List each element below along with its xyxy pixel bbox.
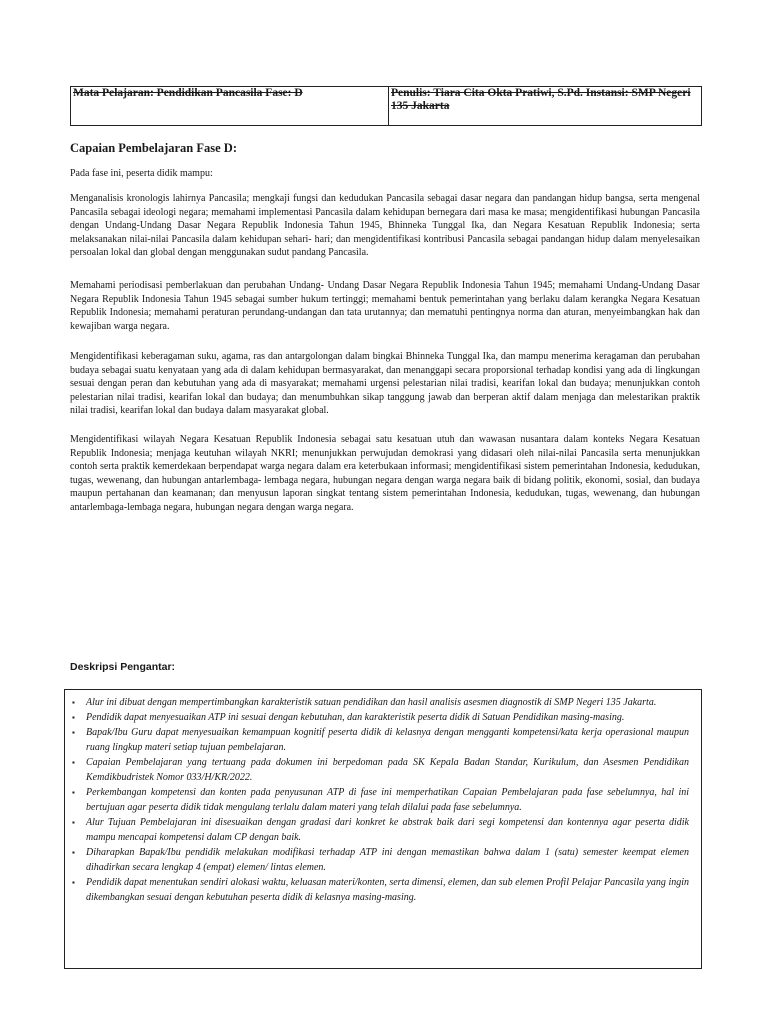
author-label: Penulis: Tiara Cita Okta Pratiwi, S.Pd. Instansi: SMP Negeri 135 Jakarta: [391, 87, 691, 112]
list-item-text: Perkembangan kompetensi dan konten pada penyusunan ATP di fase ini memperhatikan Capaian Pembelajaran pada fase sebelumnya, hal ini bertujuan agar peserta didik tidak mengulang terlalu dalam materi yang telah dilalui pada fase sebelumnya.: [86, 787, 689, 813]
header-table: [70, 86, 702, 126]
list-item: [70, 815, 689, 845]
header-author-cell: [389, 87, 702, 126]
deskripsi-box: [64, 689, 702, 969]
bullet-icon: ▪: [72, 788, 75, 797]
list-item-text: Alur ini dibuat dengan mempertimbangkan karakteristik satuan pendidikan dan hasil analisis asesmen diagnostik di SMP Negeri 135 Jakarta.: [86, 697, 657, 708]
capaian-paragraph: Memahami periodisasi pemberlakuan dan perubahan Undang- Undang Dasar Negara Republik Indonesia Tahun 1945; memahami Undang-Undang Dasar Negara Republik Indonesia Tahun 1945 sebagai sumber hukum tertinggi; memahami bentuk pemerintahan yang berlaku dalam kerangka Negara Kesatuan Republik Indonesia; memahami peraturan perundang-undangan dan tata urutannya; dan mematuhi pentingnya norma dan aturan, menyeimbangkan hak dan kewajiban warga negara.: [70, 280, 700, 332]
list-item: [70, 845, 689, 875]
capaian-intro: Pada fase ini, peserta didik mampu:: [70, 168, 213, 179]
bullet-icon: ▪: [72, 818, 75, 827]
header-subject-cell: [71, 87, 389, 126]
deskripsi-title: Deskripsi Pengantar:: [70, 661, 176, 673]
list-item-text: Alur Tujuan Pembelajaran ini disesuaikan dengan gradasi dari konkret ke abstrak baik dari segi kompetensi dan kontennya agar peserta didik mampu mencapai kompetensi dalam CP dengan baik.: [86, 817, 689, 843]
deskripsi-list: [70, 695, 689, 905]
list-item-text: Bapak/Ibu Guru dapat menyesuaikan kemampuan kognitif peserta didik di kelasnya dengan mengganti kompetensi/kata kerja operasional maupun ruang lingkup materi setiap tujuan pembelajaran.: [86, 727, 689, 753]
list-item: [70, 755, 689, 785]
list-item: [70, 785, 689, 815]
bullet-icon: ▪: [72, 758, 75, 767]
capaian-paragraph: Menganalisis kronologis lahirnya Pancasila; mengkaji fungsi dan kedudukan Pancasila sebagai dasar negara dan pandangan hidup bangsa, serta mengenal Pancasila sebagai ideologi negara; memahami implementasi Pancasila dalam kehidupan bernegara dari masa ke masa; mengidentifikasi hubungan Pancasila dengan Undang-Undang Dasar Negara Republik Indonesia Tahun 1945, Bhinneka Tunggal Ika, dan Negara Kesatuan Republik Indonesia; serta melaksanakan nilai-nilai Pancasila dalam kehidupan sehari- hari; dan mengidentifikasi kontribusi Pancasila sebagai pandangan hidup dalam menyelesaikan persoalan lokal dan global dengan menggunakan sudut pandang Pancasila.: [70, 193, 700, 259]
capaian-title: Capaian Pembelajaran Fase D:: [70, 141, 237, 155]
capaian-paragraph: Mengidentifikasi wilayah Negara Kesatuan Republik Indonesia sebagai satu kesatuan utuh dan wawasan nusantara dalam konteks Negara Kesatuan Republik Indonesia; menjaga keutuhan wilayah NKRI; menunjukkan perwujudan demokrasi yang didasari oleh nilai-nilai Pancasila serta menunjukkan contoh serta praktik kemerdekaan berpendapat warga negara dalam era keterbukaan informasi; mengidentifikasi sistem pemerintahan Indonesia, kedudukan, tugas, wewenang, dan hubungan antarlembaga- lembaga negara, hubungan negara dengan warga negara baik di bidang politik, ekonomi, sosial, dan budaya maupun pertahanan dan keamanan; dan menyusun laporan singkat tentang sistem pemerintahan Indonesia, kedudukan, tugas, wewenang, dan hubungan antarlembaga-lembaga negara, hubungan negara dengan warga negara.: [70, 434, 700, 513]
list-item: [70, 725, 689, 755]
list-item-text: Capaian Pembelajaran yang tertuang pada dokumen ini berpedoman pada SK Kepala Badan Standar, Kurikulum, dan Asesmen Pendidikan Kemdikbudristek Nomor 033/H/KR/2022.: [86, 757, 689, 783]
list-item-text: Diharapkan Bapak/Ibu pendidik melakukan modifikasi terhadap ATP ini dengan memastikan bahwa dalam 1 (satu) semester keempat elemen dihadirkan secara lengkap 4 (empat) elemen/ lintas elemen.: [86, 847, 689, 873]
list-item-text: Pendidik dapat menentukan sendiri alokasi waktu, keluasan materi/konten, serta dimensi, elemen, dan sub elemen Profil Pelajar Pancasila yang ingin dikembangkan sesuai dengan kebutuhan peserta didik di kelasnya masing-masing.: [86, 877, 689, 903]
capaian-paragraph: Mengidentifikasi keberagaman suku, agama, ras dan antargolongan dalam bingkai Bhinneka Tunggal Ika, dan mampu menerima keragaman dan perubahan budaya sebagai suatu kenyataan yang ada di dalam kehidupan bermasyarakat, dan menanggapi secara proporsional terhadap kondisi yang ada di lingkungan sesuai dengan peran dan kebutuhan yang ada di masyarakat; memahami urgensi pelestarian nilai tradisi, kearifan lokal dan budaya; menunjukkan contoh pelestarian nilai tradisi, kearifan lokal dan budaya; dan menumbuhkan sikap tanggung jawab dan berperan aktif dalam menjaga dan melestarikan praktik nilai tradisi, kearifan lokal dan budaya dalam masyarakat global.: [70, 351, 700, 417]
subject-label: Mata Pelajaran: Pendidikan Pancasila Fase: D: [73, 87, 303, 99]
bullet-icon: ▪: [72, 848, 75, 857]
bullet-icon: ▪: [72, 713, 75, 722]
list-item: [70, 710, 689, 725]
list-item-text: Pendidik dapat menyesuaikan ATP ini sesuai dengan kebutuhan, dan karakteristik peserta didik di Satuan Pendidikan masing-masing.: [86, 712, 625, 723]
list-item: [70, 695, 689, 710]
bullet-icon: ▪: [72, 698, 75, 707]
bullet-icon: ▪: [72, 878, 75, 887]
bullet-icon: ▪: [72, 728, 75, 737]
list-item: [70, 875, 689, 905]
